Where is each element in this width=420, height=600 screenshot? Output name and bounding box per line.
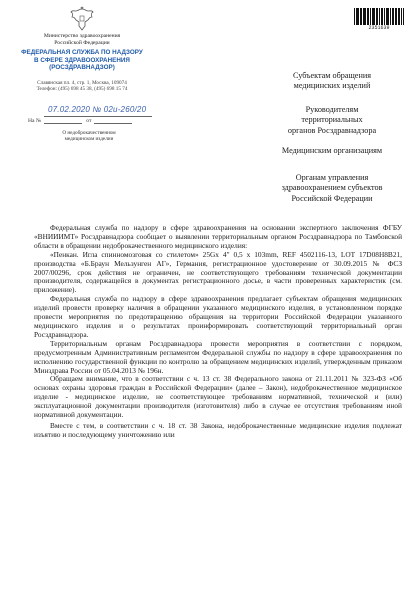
agency-address: Славянская пл. 4, стр. 1, Москва, 109074 Телефон: (495) 698 45 38, (495) 698 15 74 [36,80,128,93]
barcode-number: 2351639 [368,25,390,31]
recipient-block-3: Медицинским организациям [281,146,383,155]
ministry-name: Министерство здравоохранения Российской Федерации [43,33,121,46]
recipient-block-1: Субъектам обращения медицинских изделий [293,71,371,91]
barcode-bar [396,8,398,25]
body-paragraph: Федеральная служба по надзору в сфере здравоохранения предлагает субъектам обращения медицинских изделий провести проверку наличия в обращении указанного медицинского изделия, в установленном порядке провести мероприятия по предотвращению обращения на территории Российской Федерации указанного медицинского изделия и о результатах проинформировать соответствующий территориальный орган Росздравнадзора. [34,294,402,339]
body-paragraph: Территориальным органам Росздравнадзора провести мероприятия в соответствии с порядком, предусмотренным Административным регламентом Федеральной службы по надзору в сфере здравоохранения по исполнению государственной функции по контролю за обращением медицинских изделий, утвержденным приказом Минздрава России от 05.04.2013 № 196н. [34,338,402,375]
barcode-bar [403,8,404,25]
incoming-reference-line: На № от [28,117,132,124]
coat-of-arms-icon [70,6,94,32]
letter-subject: О недоброкачественном медицинском изделии [62,130,116,143]
recipient-block-4: Органам управления здравоохранением субъектов Российской Федерации [281,173,383,203]
body-paragraph: «Пенкан. Игла спинномозговая со стилетом» 25Gx 4" 0,5 x 103mm, REF 4502116-13, LOT 17D08H8B21, производства «Б.Браун Мельзунген АГ», Германия, регистрационное удостоверение от 30.09.2015 № ФСЗ 2007/00296, срок действия не ограничен, не соответствующего требованиям технической документации производителя, содержащейся в документах регистрационного досье, в части проверенных характеристик (см. приложение). [34,249,402,295]
barcode-bar [368,8,369,25]
recipient-block-2: Руководителям территориальных органов Росздравнадзора [287,105,377,135]
body-paragraph: Вместе с тем, в соответствии с ч. 18 ст. 38 Закона, недоброкачественные медицинские изделия подлежат изъятию и последующему уничтожению или [34,420,402,439]
barcode-bar [384,8,385,25]
barcode-bar [390,8,391,25]
body-paragraph: Обращаем внимание, что в соответствии с ч. 13 ст. 38 Федерального закона от 21.11.2011 № 323-ФЗ «Об основах охраны здоровья граждан в Российской Федерации» (далее – Закон), недоброкачественное медицинское изделие - медицинское изделие, не соответствующее требованиям нормативной, технической и (или) эксплуатационной документации производителя (изготовителя) либо в случае ее отсутствия требованиям иной нормативной документации. [34,374,402,420]
body-paragraph: Федеральная служба по надзору в сфере здравоохранения на основании экспертного заключения ФГБУ «ВНИИИМТ» Росздравнадзора сообщает о выявлении территориальным органом Росздравнадзора по Тамбовской области в обращении недоброкачественного медицинского изделия: [34,223,402,250]
outgoing-reference: 07.02.2020 № 02и-260/20 [48,105,147,114]
incoming-number-blank [44,117,82,124]
agency-name: ФЕДЕРАЛЬНАЯ СЛУЖБА ПО НАДЗОРУ В СФЕРЕ ЗДРАВООХРАНЕНИЯ (РОСЗДРАВНАДЗОР) [21,49,143,72]
incoming-date-blank [94,117,132,124]
barcode-bar [358,8,359,25]
letter-body [34,224,402,440]
barcode [354,8,404,25]
